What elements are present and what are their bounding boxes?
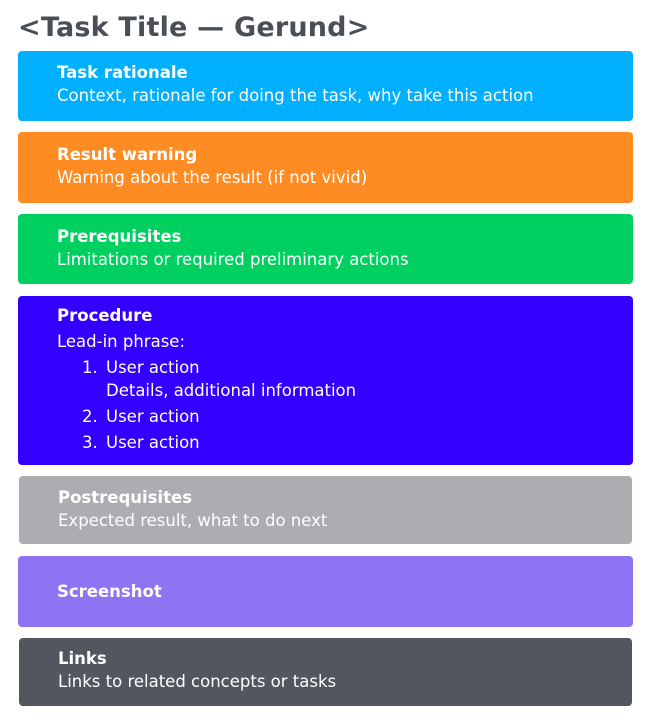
block-heading: Postrequisites — [58, 488, 193, 507]
procedure-step — [57, 431, 633, 454]
procedure-steps — [57, 356, 633, 454]
screenshot-block — [18, 556, 633, 627]
prerequisites-block — [18, 214, 633, 284]
procedure-step — [57, 356, 633, 402]
block-heading: Procedure — [57, 306, 153, 325]
block-description: Context, rationale for doing the task, why take this action — [57, 86, 534, 105]
block-description: Links to related concepts or tasks — [58, 672, 337, 691]
lead-in-phrase: Lead-in phrase: — [57, 332, 186, 351]
block-heading: Screenshot — [57, 582, 162, 601]
block-heading: Links — [58, 649, 107, 668]
step-detail: Details, additional information — [106, 381, 357, 400]
page-title: <Task Title — Gerund> — [18, 12, 370, 43]
postrequisites-block — [19, 476, 632, 544]
step-number: 3. — [82, 433, 98, 452]
block-description: Limitations or required preliminary actions — [57, 250, 409, 269]
task-rationale-block — [18, 51, 633, 121]
procedure-step — [57, 405, 633, 428]
block-description: Expected result, what to do next — [58, 511, 328, 530]
block-description: Warning about the result (if not vivid) — [57, 168, 368, 187]
block-heading: Prerequisites — [57, 227, 182, 246]
block-heading: Task rationale — [57, 63, 188, 82]
step-action: User action — [106, 433, 200, 452]
procedure-block — [18, 296, 633, 465]
step-number: 2. — [82, 407, 98, 426]
step-action: User action — [106, 358, 200, 377]
result-warning-block — [18, 132, 633, 203]
step-number: 1. — [82, 358, 98, 377]
step-action: User action — [106, 407, 200, 426]
block-heading: Result warning — [57, 145, 198, 164]
links-block — [19, 638, 632, 706]
